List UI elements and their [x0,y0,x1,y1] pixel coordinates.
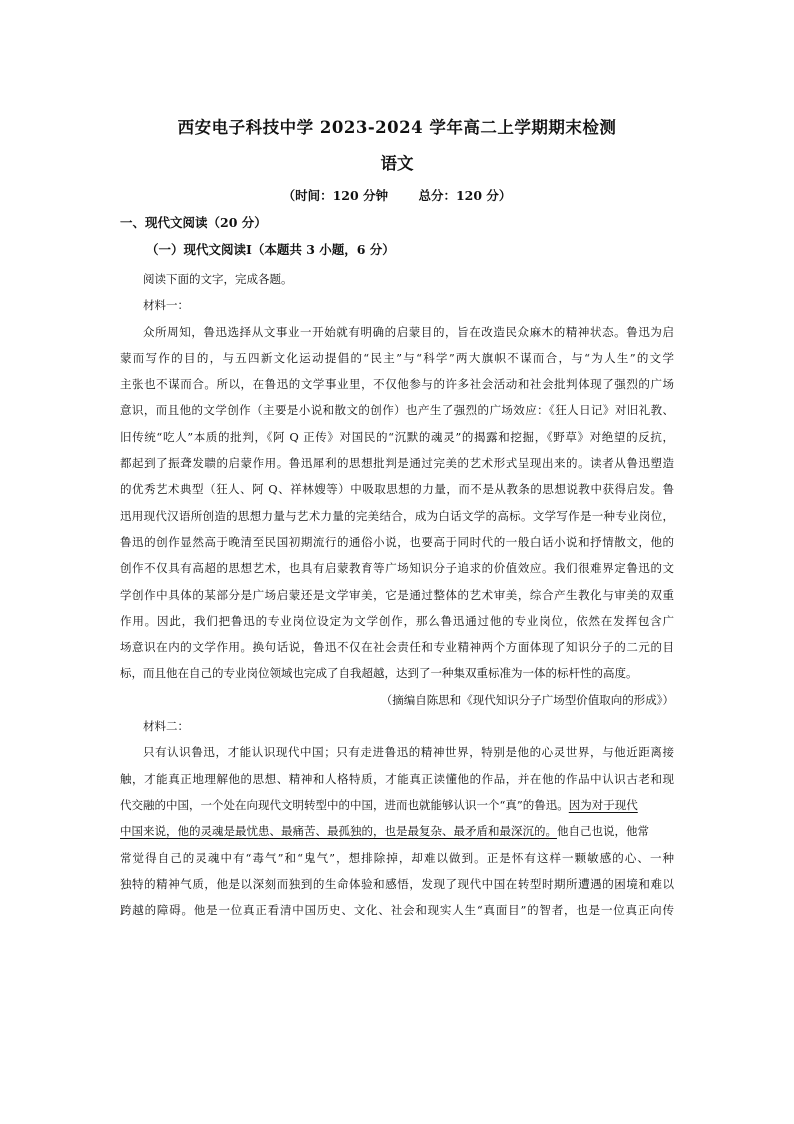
passage-line: 场意识在内的文学作用。换句话说，鲁迅不仅在社会责任和专业精神两个方面体现了知识分子的二元的目 [120,640,674,655]
passage-line: 独特的精神气质，他是以深刻而独到的生命体验和感悟，发现了现代中国在转型时期所遭遇的困境和难以 [120,876,674,891]
subject-title: 语文 [380,154,414,173]
passage-line: 作用。因此，我们把鲁迅的专业岗位设定为文学创作，那么鲁迅通过他的专业岗位，依然在发挥包含广 [120,613,674,628]
passage-line: 只有认识鲁迅，才能认识现代中国；只有走进鲁迅的精神世界，特别是他的心灵世界，与他近距离接 [143,745,674,760]
passage-line [120,818,674,844]
exam-meta: （时间：120 分钟 总分：120 分） [282,188,512,203]
underlined-text: 因为对于现代 [568,797,638,812]
passage-line: 迅用现代汉语所创造的思想力量与艺术力量的完美结合，成为白话文学的高标。文学写作是一种专业岗位， [120,508,674,523]
material1-source: （摘编自陈思和《现代知识分子广场型价值取向的形成》） [380,692,674,707]
passage-line: 主张也不谋而合。所以，在鲁迅的文学事业里，不仅他参与的许多社会活动和社会批判体现了强烈的广场 [120,377,674,392]
passage-line: 蒙而写作的目的，与五四新文化运动提倡的“民主”与“科学”两大旗帜不谋而合，与“为人生”的文学 [120,350,674,365]
passage-line: 学创作中具体的某部分是广场启蒙还是文学审美，它是通过整体的艺术审美，综合产生教化与审美的双重 [120,587,674,602]
passage-line: 跨越的障碍。他是一位真正看清中国历史、文化、社会和现实人生“真面目”的智者，也是一位真正向传 [120,903,674,918]
underlined-text: 中国来说，他的灵魂是最忧患、最痛苦、最孤独的，也是最复杂、最矛盾和最深沉的。 [120,824,557,839]
exam-title: 西安电子科技中学 2023-2024 学年高二上学期期末检测 [177,118,617,137]
passage-line: 常觉得自己的灵魂中有“毒气”和“鬼气”，想排除掉，却难以做到。正是怀有这样一颗敏感的心、一种 [120,850,674,865]
material1-label: 材料一： [143,298,189,313]
passage-body [120,266,674,923]
passage-line: 都起到了振聋发聩的启蒙作用。鲁迅犀利的思想批判是通过完美的艺术形式呈现出来的。读者从鲁迅塑造 [120,456,674,471]
passage-line: 众所周知，鲁迅选择从文事业一开始就有明确的启蒙目的，旨在改造民众麻木的精神状态。鲁迅为启 [143,324,674,339]
passage-text: 代交融的中国，一个处在向现代文明转型中的中国，进而也就能够认识一个“真”的鲁迅。 [120,797,569,812]
section-heading: 一、现代文阅读（20 分） [120,215,267,230]
material2-label: 材料二： [143,719,189,734]
passage-line: 的优秀艺术典型（狂人、阿 Q、祥林嫂等）中吸取思想的力量，而不是从教条的思想说教中获得启发。鲁 [120,482,674,497]
subsection-heading: （一）现代文阅读Ⅰ（本题共 3 小题，6 分） [146,242,395,257]
passage-line: 鲁迅的创作显然高于晚清至民国初期流行的通俗小说，也要高于同时代的一般白话小说和抒情散文，他的 [120,534,674,549]
instruction-text: 阅读下面的文字，完成各题。 [143,272,293,286]
passage-line: 触，才能真正地理解他的思想、精神和人格特质，才能真正读懂他的作品，并在他的作品中认识古老和现 [120,771,674,786]
passage-text: 他自己也说，他常 [557,824,649,839]
passage-line: 标，而且他在自己的专业岗位领域也完成了自我超越，达到了一种集双重标准为一体的标杆性的高度。 [120,666,638,681]
passage-line [120,792,674,818]
passage-line: 创作不仅具有高超的思想艺术，也具有启蒙教育等广场知识分子追求的价值效应。我们很难界定鲁迅的文 [120,561,674,576]
passage-line: 意识，而且他的文学创作（主要是小说和散文的创作）也产生了强烈的广场效应：《狂人日记》对旧礼教、 [120,403,674,418]
passage-line: 旧传统“吃人”本质的批判，《阿 Q 正传》对国民的“沉默的魂灵”的揭露和挖掘，《野草》对绝望的反抗， [120,429,674,444]
